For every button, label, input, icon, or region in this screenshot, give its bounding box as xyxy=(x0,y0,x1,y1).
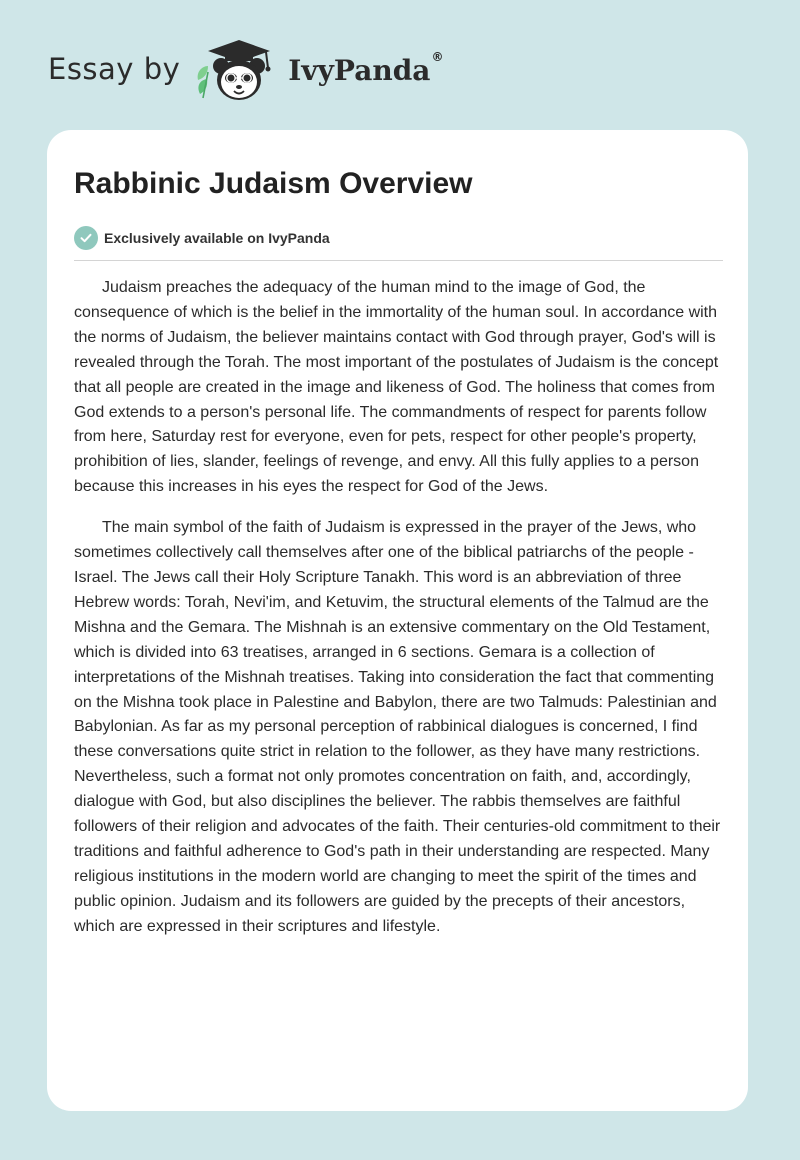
exclusive-badge xyxy=(74,225,723,251)
registered-mark: ® xyxy=(431,49,444,64)
brand-prefix: Essay by xyxy=(48,52,181,86)
brand-name: IvyPanda® xyxy=(288,49,444,87)
paragraph-1: Judaism preaches the adequacy of the human mind to the image of God, the consequence of which is the belief in the immortality of the human soul. In accordance with the norms of Judaism, the believer maintains contact with God through prayer, God's will is revealed through the Torah. The most important of the postulates of Judaism is the concept that all people are created in the image and likeness of God. The holiness that comes from God extends to a person's personal life. The commandments of respect for parents follow from here, Saturday rest for everyone, even for pets, respect for other people's property, prohibition of lies, slander, feelings of revenge, and envy. All this fully applies to a person because this increases in his eyes the respect for God of the Jews. xyxy=(74,279,719,496)
essay-body xyxy=(74,261,723,940)
panda-logo-icon xyxy=(194,36,286,108)
exclusive-badge-text: Exclusively available on IvyPanda xyxy=(104,230,330,246)
essay-title: Rabbinic Judaism Overview xyxy=(74,167,473,200)
check-circle-icon xyxy=(74,226,98,250)
paragraph-2: The main symbol of the faith of Judaism is expressed in the prayer of the Jews, who sometimes collectively call themselves after one of the biblical patriarchs of the people - Israel. The Jews call their Holy Scripture Tanakh. This word is an abbreviation of three Hebrew words: Torah, Nevi'im, and Ketuvim, the structural elements of the Talmud are the Mishna and the Gemara. The Mishnah is an extensive commentary on the Old Testament, which is divided into 63 treatises, arranged in 6 sections. Gemara is a collection of interpretations of the Mishnah treatises. Taking into consideration the fact that commenting on the Mishna took place in Palestine and Babylon, there are two Talmuds: Palestinian and Babylonian. As far as my personal perception of rabbinical dialogues is concerned, I find these conversations quite strict in relation to the follower, as they have many restrictions. Nevertheless, such a format not only promotes concentration on faith, and, accordingly, dialogue with God, but also disciplines the believer. The rabbis themselves are faithful followers of their religion and advocates of the faith. Their centuries-old commitment to their traditions and faithful adherence to God's path in their understanding are respected. Many religious institutions in the modern world are changing to meet the spirit of the times and public opinion. Judaism and its followers are guided by the precepts of their ancestors, which are expressed in their scriptures and lifestyle. xyxy=(74,519,721,935)
essay-card xyxy=(47,130,748,1111)
brand-header xyxy=(48,36,443,108)
